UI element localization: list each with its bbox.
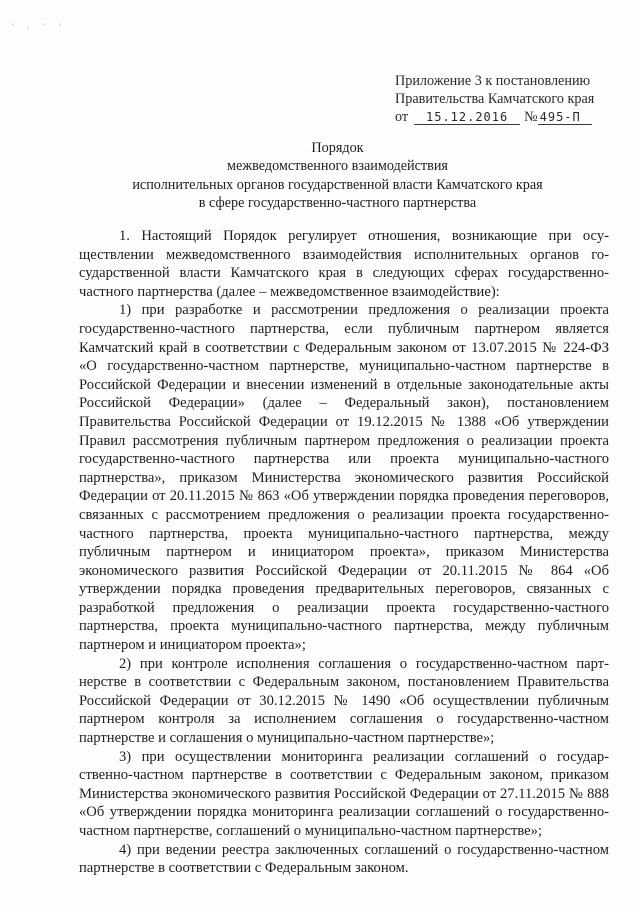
paragraph-1: 1. Настоящий Порядок регулирует отношения, возникающие при осуществлении межведомственного взаимодействия исполнительных органов государственной власти Камчатского края в следующих сферах государственно-частного партнерства (далее – межведомственное взаимодействие): — [79, 228, 609, 300]
document-body — [79, 227, 609, 878]
title-line-1: Порядок — [311, 140, 364, 156]
paragraph-item-2: 2) при контроле исполнения соглашения о государственно-частном партнерстве в соответствии с Федеральным законом, постановлением Правительства Российской Федерации от 30.12.2015 № 1490 «Об осуществлении публичным партнером контроля за исполнением соглашения о государственно-частном партнерстве и соглашения о муниципально-частном партнерстве»; — [79, 655, 609, 747]
appendix-date-line — [395, 108, 635, 126]
scan-marks: ' . ' ' — [12, 22, 67, 31]
from-label: от — [395, 109, 409, 125]
paragraph-item-1: 1) при разработке и рассмотрении предложения о реализации проекта государственно-частного партнерства, если публичным партнером является Камчатский край в соответствии с Федеральным законом от 13.07.2015 № 224-ФЗ «О государственно-частном партнерстве, муниципально-частном партнерстве в Российской Федерации и внесении изменений в отдельные законодательные акты Российской Федерации» (далее – Федеральный закон), постановлением Правительства Российской Федерации от 19.12.2015 № 1388 «Об утверждении Правил рассмотрения публичным партнером предложения о реализации проекта государственно-частного партнерства или проекта муниципально-частного партнерства», приказом Министерства экономического развития Российской Федерации от 20.11.2015 № 863 «Об утверждении порядка проведения переговоров, связанных с рассмотрением предложения о реализации проекта государственно-частного партнерства, проекта муниципально-частного партнерства, между публичным партнером и инициатором проекта», приказом Министерства экономического развития Российской Федерации от 20.11.2015 № 864 «Об утверждении порядка проведения предварительных переговоров, связанных с разработкой предложения о реализации проекта государственно-частного партнерства, проекта муниципально-частного партнерства, между публичным партнером и инициатором проекта»; — [79, 302, 609, 654]
document-title — [60, 139, 615, 213]
title-line-2: межведомственного взаимодействия — [227, 158, 448, 175]
number-label: № — [524, 109, 538, 125]
appendix-line-1: Приложение 3 к постановлению — [395, 73, 591, 89]
paragraph-item-3: 3) при осуществлении мониторинга реализации соглашений о государственно-частном партнерстве в соответствии с Федеральным законом, приказом Министерства экономического развития Российской Федерации от 27.11.2015 № 888 «Об утверждении порядка мониторинга реализации соглашений о государственно-частном партнерстве, соглашений о муниципально-частном партнерстве»; — [79, 748, 609, 839]
appendix-header — [395, 72, 635, 126]
title-line-3: исполнительных органов государственной власти Камчатского края — [132, 176, 543, 193]
resolution-date: 15.12.2016 — [414, 110, 520, 125]
title-line-4: в сфере государственно-частного партнерства — [198, 195, 477, 212]
appendix-line-2: Правительства Камчатского края — [395, 91, 595, 107]
paragraph-item-4: 4) при ведении реестра заключенных соглашений о государственно-частном партнерстве в соответствии с Федеральным законом. — [79, 841, 609, 877]
resolution-number: 495-П — [538, 110, 592, 125]
